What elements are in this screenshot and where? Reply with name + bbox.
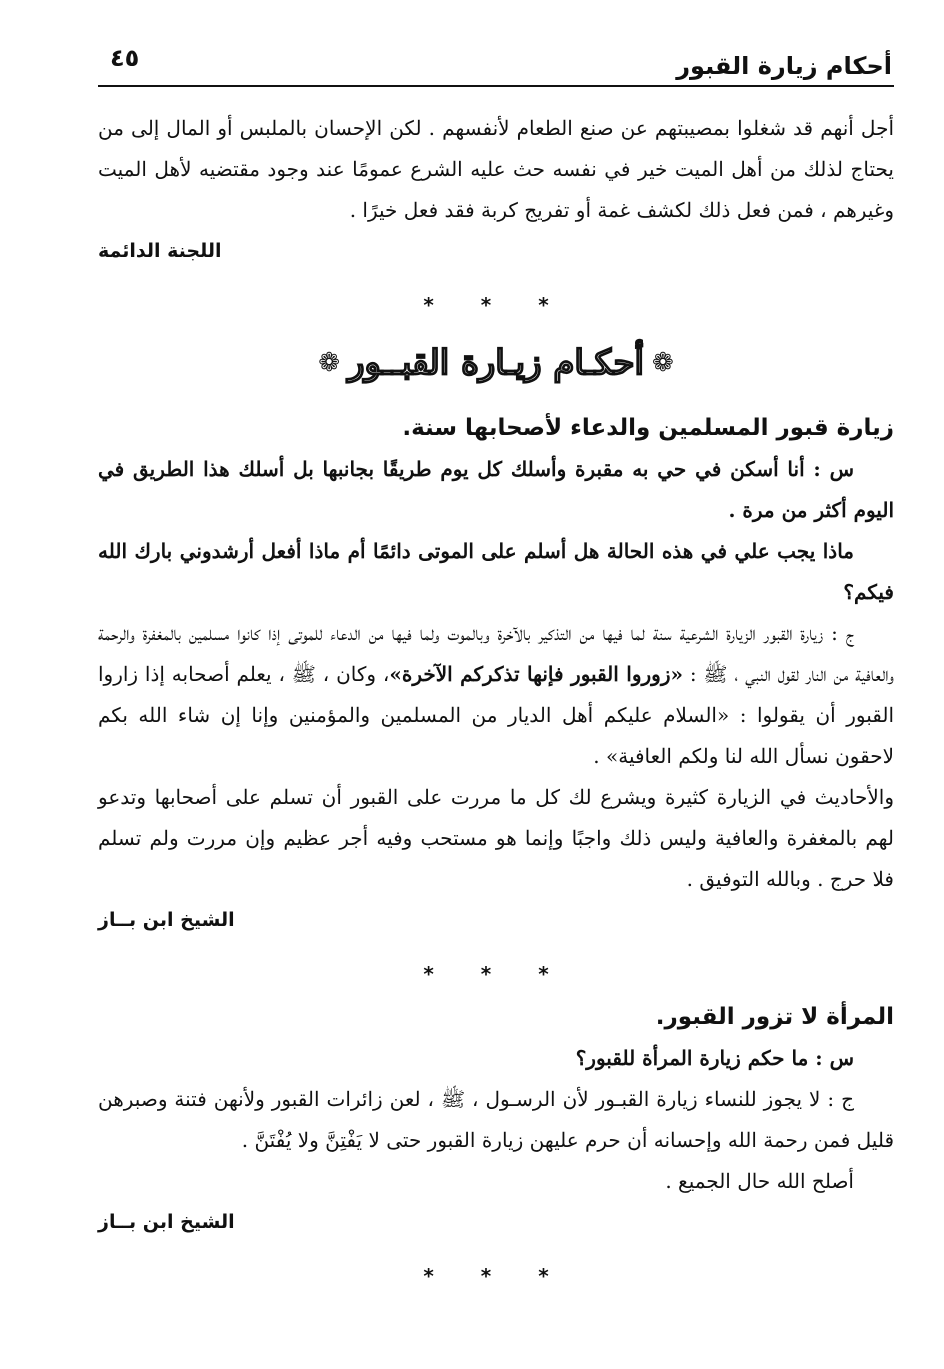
flourish-right-icon: ❁ — [651, 348, 674, 378]
intro-paragraph: أجل أنهم قد شغلوا بمصيبتهم عن صنع الطعام لأنفسهم . لكن الإحسان بالملبس أو المال إلى من يحتاج لذلك من أهل الميت خير في نفسه حث عليه الشرع عمومًا عند وجود مقتضيه لأهل الميت وغيرهم ، فمن فعل ذلك لكشف غمة أو تفريج كربة فقد فعل خيرًا . — [98, 116, 894, 222]
answer-1-continuation: ، وكان ، ﷺ ، يعلم أصحابه إذا زاروا القبور أن يقولوا : «السلام عليكم أهل الديار من المسلمين والمؤمنين وإنا إن شاء الله بكم لاحقون نسأل الله لنا ولكم العافية» . — [98, 662, 894, 768]
question-2: ماذا يجب علي في هذه الحالة هل أسلم على الموتى دائمًا أم ماذا أفعل أرشدوني بارك الله فيكم؟ — [98, 539, 894, 604]
chapter-title-text: أحكـام زيـارة القبــور — [348, 342, 644, 383]
hadith-quote: «زوروا القبور فإنها تذكركم الآخرة» — [389, 662, 683, 686]
answer-1-text: ج : زيارة القبور الزيارة الشرعية سنة لما فيها من التذكير بالآخرة وبالموت ولما فيها من الدعاء للموتى إذا كانوا مسلمين بالمغفرة والرحمة والعافية من النار لقول النبي ، ﷺ : — [98, 621, 894, 686]
signature-ibn-baz-1: الشيخ ابن بــاز — [98, 909, 235, 931]
section-heading-women-graves: المرأة لا تزور القبور. — [655, 1004, 894, 1030]
page-number: ٤٥ — [110, 44, 140, 72]
stars-separator: * * * — [423, 962, 569, 986]
answer-women: ج : لا يجوز للنساء زيارة القبـور لأن الرسـول ، ﷺ ، لعن زائرات القبور ولأنهن فتنة وصبرهن قليل فمن رحمة الله وإحسانه أن حرم عليهن زيارة القبور حتى لا يَفْتِنَّ ولا يُفْتَنَّ . — [98, 1087, 894, 1152]
chapter-title — [98, 334, 894, 392]
stars-separator: * * * — [423, 1264, 569, 1288]
closing-prayer: أصلح الله حال الجميع . — [665, 1169, 854, 1193]
running-title: أحكام زيارة القبور — [676, 52, 892, 80]
stars-separator: * * * — [423, 293, 569, 317]
flourish-left-icon: ❁ — [318, 348, 341, 378]
answer-2: والأحاديث في الزيارة كثيرة ويشرع لك كل ما مررت على القبور أن تسلم على أصحابها وتدعو لهم بالمغفرة والعافية وليس ذلك واجبًا وإنما هو مستحب وفيه أجر عظيم وإن مررت ولم تسلم فلا حرج . وبالله التوفيق . — [98, 785, 894, 891]
page-body — [98, 108, 894, 1299]
signature-ibn-baz-2: الشيخ ابن بــاز — [98, 1211, 235, 1233]
answer-1 — [98, 613, 894, 777]
signature-permanent-committee: اللجنة الدائمة — [98, 240, 222, 262]
section-heading-visiting-graves: زيارة قبور المسلمين والدعاء لأصحابها سنة. — [402, 415, 894, 441]
question-women: س : ما حكم زيارة المرأة للقبور؟ — [575, 1046, 854, 1070]
header-divider — [98, 85, 894, 87]
question-1: س : أنا أسكن في حي به مقبرة وأسلك كل يوم طريقًا بجانبها بل أسلك هذا الطريق في اليوم أكثر من مرة . — [98, 457, 894, 522]
